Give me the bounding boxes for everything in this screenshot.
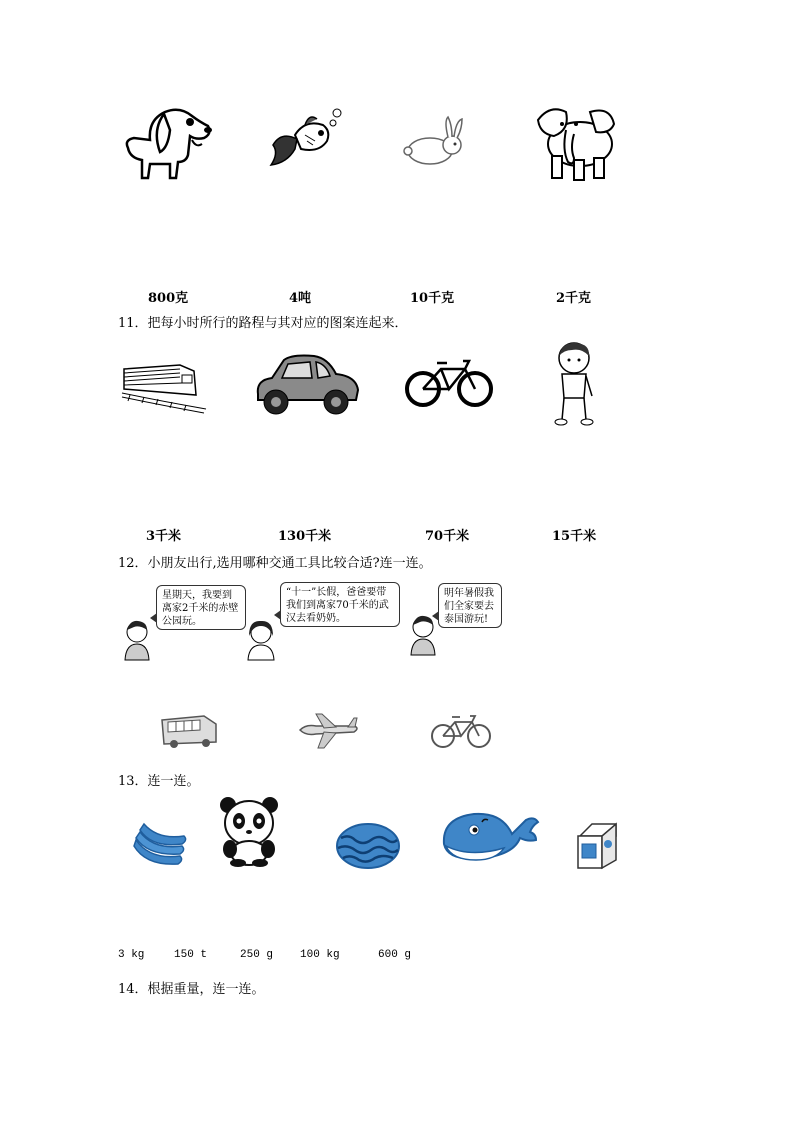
weight-option-2: 150 t bbox=[174, 949, 208, 961]
train-picture bbox=[120, 355, 210, 415]
speech-bubble-2: “十一”长假，爸爸要带我们到离家70千米的武汉去看奶奶。 bbox=[280, 582, 400, 627]
dog-picture bbox=[120, 100, 215, 185]
milk-carton-picture bbox=[572, 820, 622, 872]
whale-picture bbox=[440, 808, 540, 866]
watermelon-picture bbox=[335, 822, 401, 870]
distance-label-3: 70千米 bbox=[425, 529, 470, 544]
weight-option-5: 600 g bbox=[378, 949, 412, 961]
question-13-title: 13．连一连。 bbox=[118, 774, 200, 789]
rabbit-picture bbox=[400, 115, 470, 170]
bicycle-picture bbox=[405, 355, 493, 410]
weight-option-1: 3 kg bbox=[118, 949, 145, 961]
speech-bubble-1: 星期天，我要到离家2千米的赤壁公园玩。 bbox=[156, 585, 246, 630]
child-1-picture bbox=[122, 620, 152, 662]
weight-label-3: 10千克 bbox=[410, 291, 455, 306]
question-14-title: 14．根据重量，连一连。 bbox=[118, 982, 265, 997]
goldfish-picture bbox=[265, 105, 345, 175]
weight-label-1: 800克 bbox=[148, 291, 189, 306]
car-picture bbox=[252, 350, 362, 420]
bus-picture bbox=[160, 712, 218, 750]
weight-option-4: 100 kg bbox=[300, 949, 340, 961]
question-12-title: 12．小朋友出行,选用哪种交通工具比较合适?连一连。 bbox=[118, 556, 432, 571]
weight-label-2: 4吨 bbox=[289, 291, 312, 306]
child-3-picture bbox=[408, 615, 438, 657]
bicycle-small-picture bbox=[430, 712, 492, 750]
distance-label-2: 130千米 bbox=[278, 529, 332, 544]
child-2-picture bbox=[245, 620, 277, 662]
airplane-picture bbox=[298, 710, 360, 750]
speech-bubble-3: 明年暑假我们全家要去泰国游玩! bbox=[438, 583, 502, 628]
elephant-picture bbox=[530, 100, 620, 185]
bananas-picture bbox=[130, 820, 188, 870]
distance-label-4: 15千米 bbox=[552, 529, 597, 544]
distance-label-1: 3千米 bbox=[146, 529, 182, 544]
question-11-title: 11．把每小时所行的路程与其对应的图案连起来． bbox=[118, 316, 408, 331]
weight-label-4: 2千克 bbox=[556, 291, 592, 306]
weight-option-3: 250 g bbox=[240, 949, 274, 961]
panda-picture bbox=[218, 795, 280, 867]
boy-picture bbox=[548, 340, 598, 430]
